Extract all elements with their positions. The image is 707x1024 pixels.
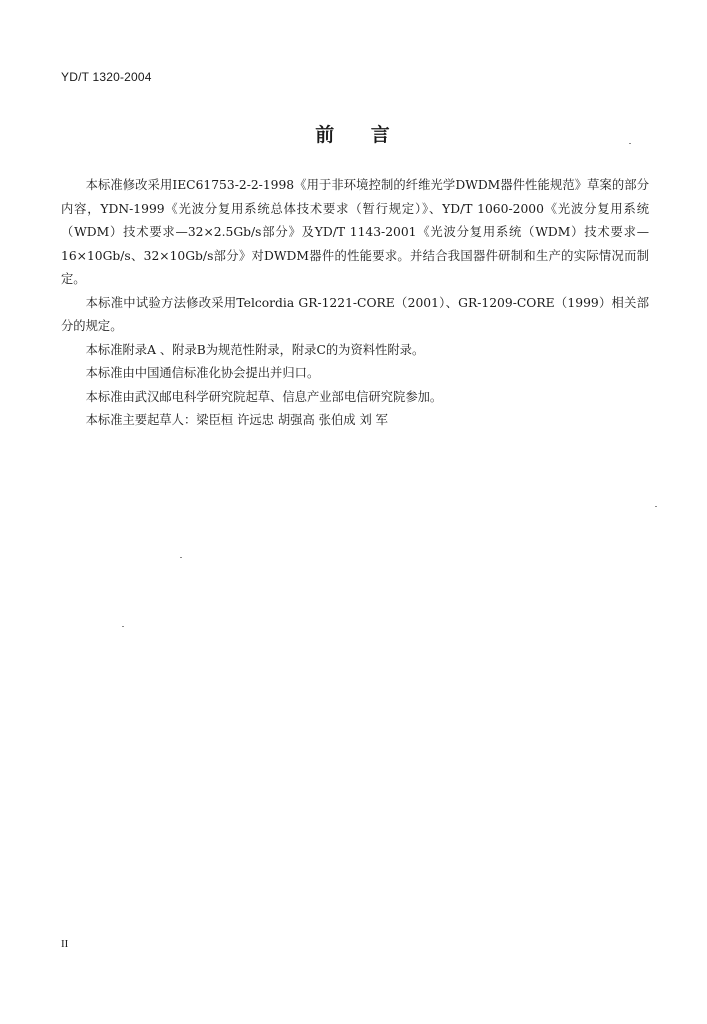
page-number: II xyxy=(61,938,69,950)
paragraph-adoption: 本标准修改采用IEC61753-2-2-1998《用于非环境控制的纤维光学DWDM器件性能规范》草案的部分内容，YDN-1999《光波分复用系统总体技术要求（暂行规定）》、YD/T 1060-2000《光波分复用系统（WDM）技术要求—32×2.5Gb/s部分》及YD/T 1143-2001《光波分复用系统（WDM）技术要求—16×10Gb/s、32×10Gb/s部分》对DWDM器件的性能要求。并结合我国器件研制和生产的实际情况而制定。 xyxy=(61,178,649,286)
foreword-body xyxy=(61,174,649,433)
paragraph-drafters: 本标准主要起草人：梁臣桓 许远忠 胡强高 张伯成 刘 军 xyxy=(85,413,388,427)
paragraph-proposer: 本标准由中国通信标准化协会提出并归口。 xyxy=(85,366,320,380)
paragraph-annexes: 本标准附录A 、附录B为规范性附录，附录C的为资料性附录。 xyxy=(85,342,425,357)
scan-speck xyxy=(629,143,631,144)
scan-speck xyxy=(122,626,124,627)
paragraph-test-methods: 本标准中试验方法修改采用Telcordia GR-1221-CORE（2001）、GR-1209-CORE（1999）相关部分的规定。 xyxy=(61,295,649,333)
paragraph-drafting-org: 本标准由武汉邮电科学研究院起草、信息产业部电信研究院参加。 xyxy=(85,389,443,404)
scan-speck xyxy=(180,557,182,558)
document-code: YD/T 1320-2004 xyxy=(61,70,152,84)
page-title: 前 言 xyxy=(315,124,392,146)
scan-speck xyxy=(655,506,657,507)
